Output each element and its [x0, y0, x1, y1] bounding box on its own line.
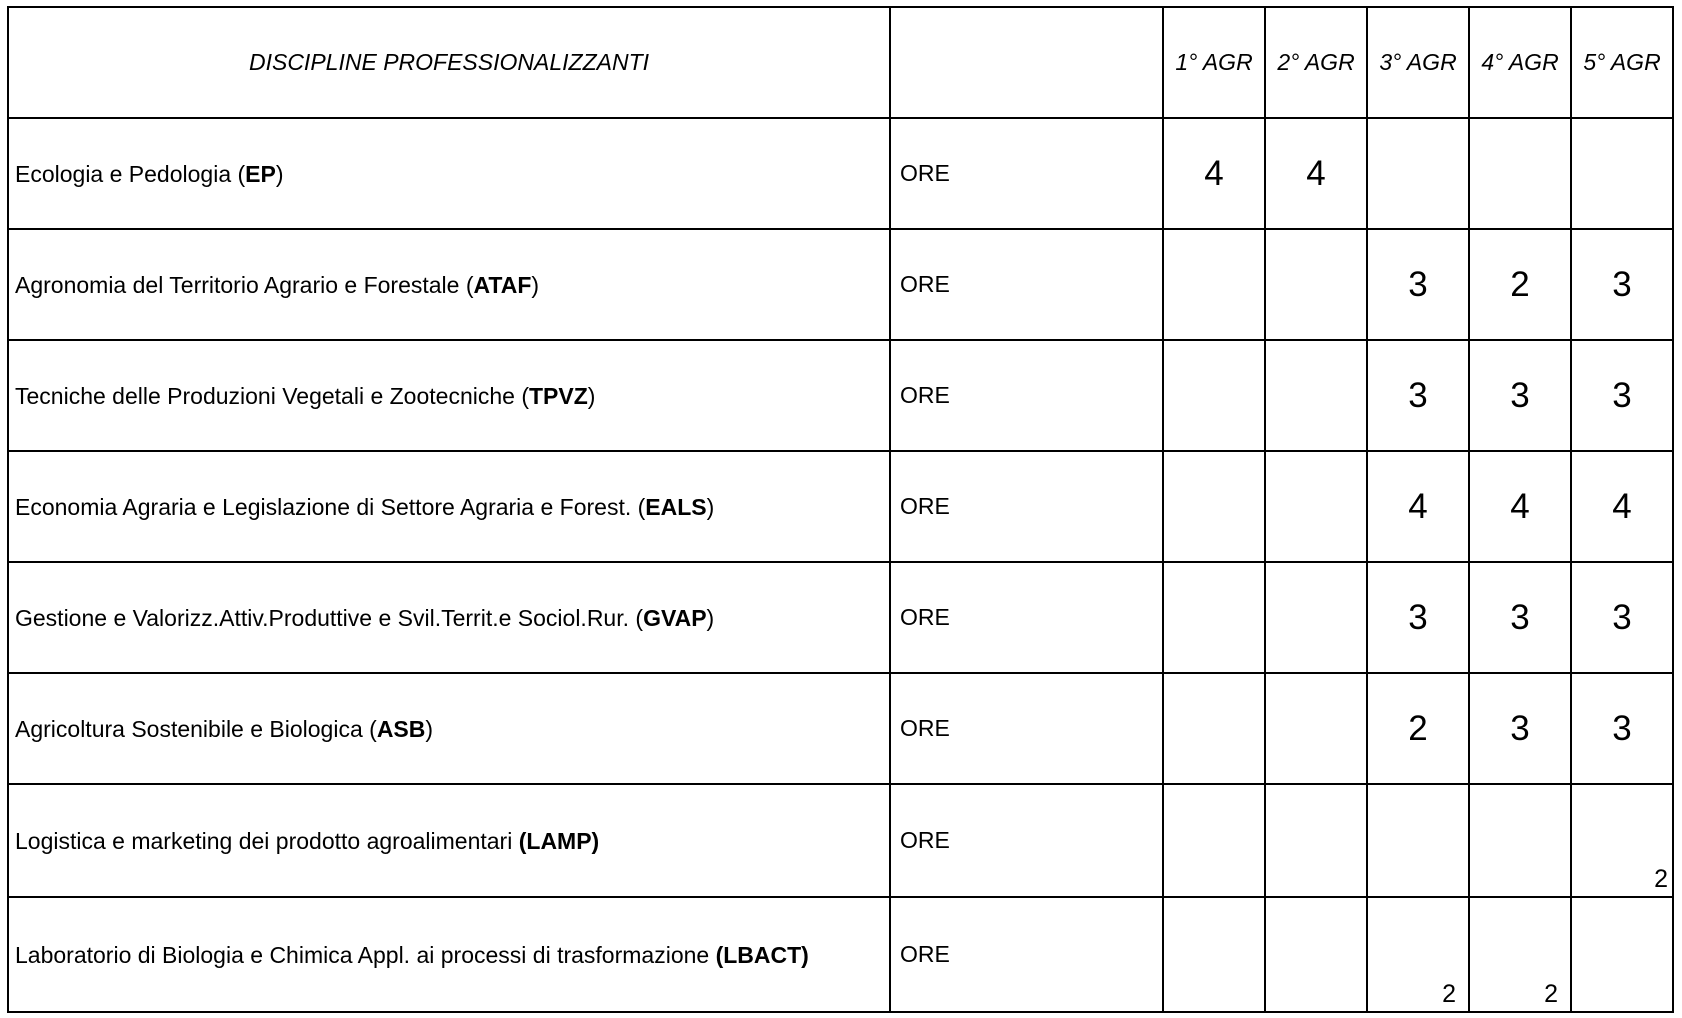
table-row — [8, 118, 1673, 229]
unit-label: ORE — [890, 118, 1163, 229]
disciplines-table — [7, 6, 1674, 1013]
hours-year-2 — [1265, 897, 1367, 1012]
hours-year-2 — [1265, 673, 1367, 784]
unit-label: ORE — [890, 562, 1163, 673]
hours-year-2 — [1265, 451, 1367, 562]
hours-year-4 — [1469, 118, 1571, 229]
hours-year-3 — [1367, 784, 1469, 897]
hours-year-3: 2 — [1367, 897, 1469, 1012]
hours-year-2 — [1265, 784, 1367, 897]
table-row — [8, 897, 1673, 1012]
hours-year-3: 3 — [1367, 229, 1469, 340]
subject-code: (LAMP) — [518, 827, 600, 854]
hours-year-4: 2 — [1469, 229, 1571, 340]
hours-year-2 — [1265, 562, 1367, 673]
table-row — [8, 562, 1673, 673]
hours-year-3: 3 — [1367, 340, 1469, 451]
header-year-3: 3° AGR — [1367, 7, 1469, 118]
header-title: DISCIPLINE PROFESSIONALIZZANTI — [8, 7, 890, 118]
header-year-1: 1° AGR — [1163, 7, 1265, 118]
hours-year-4: 3 — [1469, 340, 1571, 451]
subject-code: EALS — [645, 493, 707, 520]
hours-year-3: 3 — [1367, 562, 1469, 673]
hours-year-5: 3 — [1571, 673, 1673, 784]
subject-name: Gestione e Valorizz.Attiv.Produttive e Svil.Territ.e Sociol.Rur. (GVAP) — [8, 562, 890, 673]
subject-name: Logistica e marketing dei prodotto agroalimentari (LAMP) — [8, 784, 890, 897]
table-row — [8, 229, 1673, 340]
subject-code: ASB — [376, 715, 426, 742]
unit-label: ORE — [890, 897, 1163, 1012]
hours-year-5: 2 — [1571, 784, 1673, 897]
header-year-4: 4° AGR — [1469, 7, 1571, 118]
unit-label: ORE — [890, 784, 1163, 897]
subject-name: Agronomia del Territorio Agrario e Forestale (ATAF) — [8, 229, 890, 340]
hours-year-1 — [1163, 673, 1265, 784]
subject-code: (LBACT) — [715, 941, 809, 968]
unit-label: ORE — [890, 340, 1163, 451]
hours-year-4: 4 — [1469, 451, 1571, 562]
header-row — [8, 7, 1673, 118]
table-row — [8, 673, 1673, 784]
unit-label: ORE — [890, 229, 1163, 340]
hours-year-1 — [1163, 562, 1265, 673]
header-year-5: 5° AGR — [1571, 7, 1673, 118]
hours-year-1 — [1163, 451, 1265, 562]
hours-year-3: 2 — [1367, 673, 1469, 784]
hours-year-2 — [1265, 229, 1367, 340]
hours-year-2 — [1265, 340, 1367, 451]
hours-year-3: 4 — [1367, 451, 1469, 562]
hours-year-1 — [1163, 784, 1265, 897]
subject-code: ATAF — [473, 271, 532, 298]
hours-year-3 — [1367, 118, 1469, 229]
hours-year-4 — [1469, 784, 1571, 897]
table-row — [8, 340, 1673, 451]
subject-name: Agricoltura Sostenibile e Biologica (ASB) — [8, 673, 890, 784]
unit-label: ORE — [890, 673, 1163, 784]
subject-code: TPVZ — [529, 382, 588, 409]
subject-code: GVAP — [643, 604, 707, 631]
hours-year-1 — [1163, 229, 1265, 340]
header-year-2: 2° AGR — [1265, 7, 1367, 118]
hours-year-1 — [1163, 897, 1265, 1012]
hours-year-5 — [1571, 897, 1673, 1012]
hours-year-5: 3 — [1571, 562, 1673, 673]
subject-name: Economia Agraria e Legislazione di Settore Agraria e Forest. (EALS) — [8, 451, 890, 562]
subject-code: EP — [245, 160, 276, 187]
hours-year-2: 4 — [1265, 118, 1367, 229]
hours-year-1: 4 — [1163, 118, 1265, 229]
table-row — [8, 451, 1673, 562]
hours-year-5: 3 — [1571, 340, 1673, 451]
unit-label: ORE — [890, 451, 1163, 562]
subject-name: Laboratorio di Biologia e Chimica Appl. ai processi di trasformazione (LBACT) — [8, 897, 890, 1012]
subject-name: Ecologia e Pedologia (EP) — [8, 118, 890, 229]
hours-year-1 — [1163, 340, 1265, 451]
hours-year-4: 2 — [1469, 897, 1571, 1012]
hours-year-4: 3 — [1469, 673, 1571, 784]
header-unit — [890, 7, 1163, 118]
hours-year-4: 3 — [1469, 562, 1571, 673]
hours-year-5 — [1571, 118, 1673, 229]
subject-name: Tecniche delle Produzioni Vegetali e Zootecniche (TPVZ) — [8, 340, 890, 451]
table-row — [8, 784, 1673, 897]
hours-year-5: 3 — [1571, 229, 1673, 340]
hours-year-5: 4 — [1571, 451, 1673, 562]
